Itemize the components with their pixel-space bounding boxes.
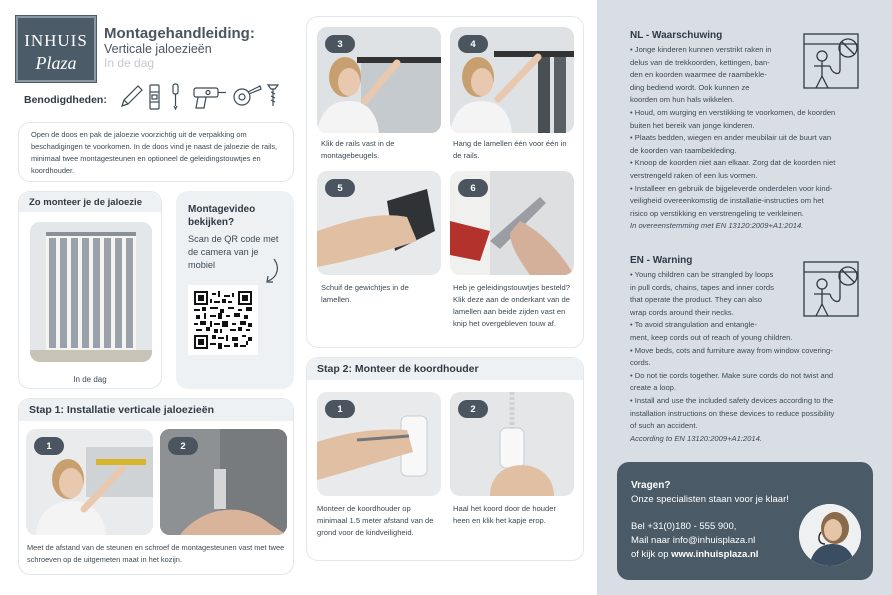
step-badge: 6 bbox=[458, 179, 488, 197]
intro-text: Open de doos en pak de jaloezie voorzichtig uit de verpakking om beschadigingen te voorkomen. In de doos vind je naast de jaloezie de rails, minimaal twee montagesteunen en optioneel de geleidingstouwtjes en koordhouder. bbox=[31, 130, 278, 175]
nl-line: verstrengeld raken of een lus vormen. bbox=[630, 170, 758, 180]
child-cord-warning-icon bbox=[800, 30, 862, 92]
mount-title: Zo monteer je de jaloezie bbox=[19, 192, 161, 212]
video-title: Montagevideo bekijken? bbox=[188, 204, 256, 228]
mount-card bbox=[18, 191, 162, 389]
nl-line: delus van de trekkoorden, kettingen, ban- bbox=[630, 57, 770, 67]
intro-box bbox=[18, 122, 294, 182]
en-line: • Move beds, cots and furniture away from window covering- bbox=[630, 345, 833, 355]
page-subtitle-2: In de dag bbox=[104, 56, 155, 70]
page-subtitle: Verticale jaloezieën bbox=[104, 42, 212, 56]
step2-photo-1 bbox=[317, 392, 441, 496]
en-line: • Young children can be strangled by loops bbox=[630, 270, 774, 279]
nl-line: buiten het bereik van jonge kinderen. bbox=[630, 120, 755, 130]
step-badge: 2 bbox=[168, 437, 198, 455]
en-line: wrap cords around their necks. bbox=[630, 307, 734, 317]
nl-line: • Plaats bedden, wiegen en ander meubilair uit de buurt van bbox=[630, 133, 832, 143]
step6-caption: Heb je geleidingstouwtjes besteld? Klik deze aan de onderkant van de lamellen aan beide zijden vast en knip het overgebleven touw af. bbox=[453, 283, 570, 328]
step2-card bbox=[306, 357, 584, 561]
nl-line: de koorden van raambekleding. bbox=[630, 145, 737, 155]
step5-caption: Schuif de gewichtjes in de lamellen. bbox=[321, 283, 409, 304]
nl-norm: In overeenstemming met EN 13120:2009+A1:2014. bbox=[630, 221, 804, 231]
step-badge: 1 bbox=[34, 437, 64, 455]
qr-code[interactable] bbox=[188, 285, 258, 355]
en-line: create a loop. bbox=[630, 383, 677, 393]
step2-title: Stap 2: Monteer de koordhouder bbox=[307, 358, 583, 380]
en-line: • To avoid strangulation and entangle- bbox=[630, 320, 758, 330]
step-badge: 3 bbox=[325, 35, 355, 53]
en-norm: According to EN 13120:2009+A1:2014. bbox=[630, 433, 762, 443]
nl-line: den en koorden waarmee de raambekle- bbox=[630, 70, 767, 80]
mount-caption: In de dag bbox=[73, 375, 107, 384]
en-line: ment, keep cords out of reach of young children. bbox=[630, 332, 793, 342]
brand-logo bbox=[16, 16, 96, 82]
contact-web-prefix: of kijk op bbox=[631, 549, 672, 560]
window-blind-image bbox=[30, 222, 152, 362]
tools-label: Benodigdheden: bbox=[24, 94, 107, 106]
en-line: that operate the product. They can also bbox=[630, 295, 762, 305]
step5-photo bbox=[317, 171, 441, 275]
video-text: Scan de QR code met de camera van je mobiel bbox=[188, 234, 279, 270]
nl-line: koorden om hun hals wikkelen. bbox=[630, 95, 735, 105]
contact-subtitle: Onze specialisten staan voor je klaar! bbox=[631, 494, 789, 505]
en-line: cords. bbox=[630, 358, 651, 368]
en-line: installation instructions on these devices to reduce possibility bbox=[630, 408, 835, 418]
contact-box bbox=[617, 462, 873, 580]
step6-photo bbox=[450, 171, 574, 275]
step4-caption: Hang de lamellen één voor één in de rails. bbox=[453, 139, 567, 160]
contact-web-line bbox=[631, 549, 758, 560]
step2-caption-1: Monteer de koordhouder op minimaal 1.5 meter afstand van de grond voor de kindveiligheid. bbox=[317, 504, 434, 537]
contact-title: Vragen? bbox=[631, 480, 671, 491]
contact-web-link[interactable]: www.inhuisplaza.nl bbox=[671, 549, 759, 560]
page-title: Montagehandleiding: bbox=[104, 25, 255, 42]
logo-line1: INHUIS bbox=[24, 31, 88, 50]
drill-icon bbox=[194, 88, 226, 108]
step2-caption-2: Haal het koord door de houder heen en klik het kapje erop. bbox=[453, 504, 557, 525]
child-cord-warning-icon bbox=[800, 258, 862, 320]
nl-line: • Jonge kinderen kunnen verstrikt raken in bbox=[630, 45, 772, 54]
contact-mail[interactable]: Mail naar info@inhuisplaza.nl bbox=[631, 535, 756, 546]
step1-photo-2 bbox=[160, 429, 287, 535]
step-badge: 1 bbox=[325, 400, 355, 418]
nl-warning-title: NL - Waarschuwing bbox=[630, 30, 723, 41]
nl-line: ding bediend wordt. Ook kunnen ze bbox=[630, 82, 750, 92]
en-line: of such an accident. bbox=[630, 421, 698, 431]
nl-line: • Houd, om wurging en verstikking te voorkomen, de koorden bbox=[630, 107, 836, 117]
tape-measure-icon bbox=[234, 86, 261, 105]
video-card bbox=[176, 191, 294, 389]
step3-caption: Klik de rails vast in de montagebeugels. bbox=[321, 139, 395, 160]
step-badge: 2 bbox=[458, 400, 488, 418]
step2-photo-2 bbox=[450, 392, 574, 496]
contact-phone[interactable]: Bel +31(0)180 - 555 900, bbox=[631, 521, 737, 532]
step1-title: Stap 1: Installatie verticale jaloezieën bbox=[19, 399, 293, 421]
en-line: • Install and use the included safety devices according to the bbox=[630, 395, 834, 405]
nl-line: risico op verstikking en verstrengeling te verkleinen. bbox=[630, 208, 804, 218]
en-line: in pull cords, chains, tapes and inner cords bbox=[630, 282, 774, 292]
screwdriver-icon bbox=[173, 84, 178, 109]
steps-card bbox=[306, 16, 584, 348]
arrow-icon bbox=[260, 257, 284, 285]
step1-card bbox=[18, 398, 294, 575]
logo-line2: Plaza bbox=[35, 53, 77, 73]
nl-line: • Installeer en gebruik de bijgeleverde onderdelen voor kind- bbox=[630, 183, 833, 193]
step1-photo-1 bbox=[26, 429, 153, 535]
nl-line: veiligheid overeenkomstig de installatie-instructies om het bbox=[630, 196, 824, 206]
pencil-icon bbox=[122, 86, 142, 106]
en-warning-title: EN - Warning bbox=[630, 255, 693, 266]
specialist-avatar bbox=[799, 504, 861, 566]
en-line: • Do not tie cords together. Make sure cords do not twist and bbox=[630, 370, 834, 380]
nl-line: • Knoop de koorden niet aan elkaar. Zorg dat de koorden niet bbox=[630, 158, 836, 168]
level-icon bbox=[150, 85, 159, 109]
screw-icon bbox=[268, 85, 278, 106]
step3-photo bbox=[317, 27, 441, 133]
step-badge: 4 bbox=[458, 35, 488, 53]
step1-caption: Meet de afstand van de steunen en schroef de montagesteunen vast met twee schroeven op de uitgemeten maat in het kozijn. bbox=[27, 543, 285, 564]
step-badge: 5 bbox=[325, 179, 355, 197]
step4-photo bbox=[450, 27, 574, 133]
tools-icons bbox=[118, 82, 288, 110]
